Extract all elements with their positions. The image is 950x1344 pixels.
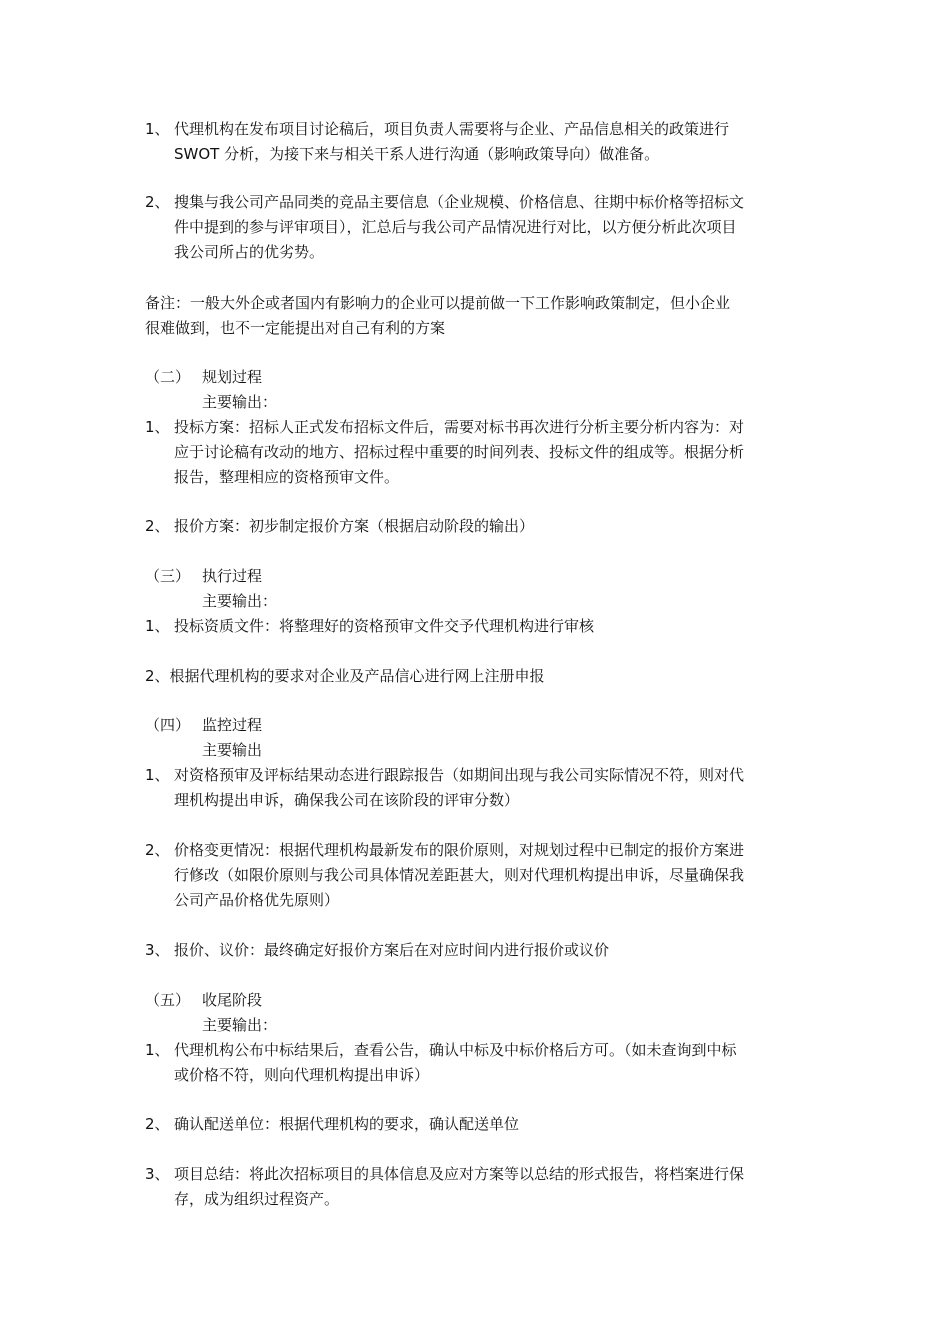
text-line: 我公司所占的优劣势。	[174, 243, 325, 261]
list-number: 2、	[145, 841, 170, 859]
text-line: 价格变更情况：根据代理机构最新发布的限价原则，对规划过程中已制定的报价方案进	[174, 841, 745, 859]
text-line: 确认配送单位：根据代理机构的要求，确认配送单位	[174, 1115, 520, 1133]
text-line: 投标资质文件：将整理好的资格预审文件交予代理机构进行审核	[174, 617, 595, 635]
text-line: 应于讨论稿有改动的地方、招标过程中重要的时间列表、投标文件的组成等。根据分析	[174, 443, 745, 461]
list-item	[145, 763, 810, 813]
intro-item-1	[145, 117, 810, 167]
text-line: 件中提到的参与评审项目），汇总后与我公司产品情况进行对比，以方便分析此次项目	[174, 218, 737, 236]
output-label: 主要输出：	[202, 393, 278, 411]
list-number: 1、	[145, 617, 170, 635]
text-line: 根据代理机构的要求对企业及产品信心进行网上注册申报	[169, 667, 545, 685]
text-line: 或价格不符，则向代理机构提出申诉）	[174, 1066, 430, 1084]
text-line: SWOT 分析，为接下来与相关干系人进行沟通（影响政策导向）做准备。	[174, 145, 660, 163]
text-line: 对资格预审及评标结果动态进行跟踪报告（如期间出现与我公司实际情况不符，则对代	[174, 766, 745, 784]
text-line: 存，成为组织过程资产。	[174, 1190, 340, 1208]
text-line: 公司产品价格优先原则）	[174, 891, 340, 909]
text-line: 代理机构公布中标结果后，查看公告，确认中标及中标价格后方可。（如未查询到中标	[174, 1041, 737, 1059]
output-label: 主要输出：	[202, 592, 278, 610]
section-number: （五）	[145, 991, 191, 1009]
section-number: （四）	[145, 716, 191, 734]
output-label: 主要输出：	[202, 1016, 278, 1034]
text-line: 行修改（如限价原则与我公司具体情况差距甚大，则对代理机构提出申诉，尽量确保我	[174, 866, 745, 884]
text-line: 备注：一般大外企或者国内有影响力的企业可以提前做一下工作影响政策制定，但小企业	[145, 294, 731, 312]
section-title: 监控过程	[202, 716, 263, 734]
note-paragraph	[145, 291, 810, 341]
list-item	[145, 614, 810, 639]
section-closing	[145, 988, 810, 1088]
list-number: 1、	[145, 418, 170, 436]
list-number: 1、	[145, 766, 170, 784]
section-planning	[145, 365, 810, 490]
list-item	[145, 664, 810, 689]
section-title: 收尾阶段	[202, 991, 263, 1009]
list-number: 2、	[145, 193, 170, 211]
text-line: 报价方案：初步制定报价方案（根据启动阶段的输出）	[174, 517, 535, 535]
list-number: 3、	[145, 1165, 170, 1183]
text-line: 项目总结：将此次招标项目的具体信息及应对方案等以总结的形式报告，将档案进行保	[174, 1165, 745, 1183]
list-item	[145, 938, 810, 963]
list-item	[145, 514, 810, 539]
text-line: 理机构提出申诉，确保我公司在该阶段的评审分数）	[174, 791, 520, 809]
list-item	[145, 1112, 810, 1137]
list-number: 3、	[145, 941, 170, 959]
list-number: 1、	[145, 120, 170, 138]
intro-item-2	[145, 190, 810, 265]
list-item	[145, 838, 810, 913]
list-item	[145, 1038, 810, 1088]
output-label: 主要输出	[202, 741, 263, 759]
text-line: 投标方案：招标人正式发布招标文件后，需要对标书再次进行分析主要分析内容为：对	[174, 418, 745, 436]
list-number: 2、	[145, 517, 170, 535]
list-item	[145, 415, 810, 490]
section-number: （三）	[145, 567, 191, 585]
list-number: 2、	[145, 1115, 170, 1133]
text-line: 代理机构在发布项目讨论稿后，项目负责人需要将与企业、产品信息相关的政策进行	[174, 120, 730, 138]
section-monitoring	[145, 713, 810, 813]
text-line: 报价、议价：最终确定好报价方案后在对应时间内进行报价或议价	[174, 941, 610, 959]
section-title: 执行过程	[202, 567, 263, 585]
text-line: 报告，整理相应的资格预审文件。	[174, 468, 400, 486]
text-line: 很难做到，也不一定能提出对自己有利的方案	[145, 319, 446, 337]
list-number: 2、	[145, 667, 170, 685]
section-title: 规划过程	[202, 368, 263, 386]
list-item	[145, 1162, 810, 1212]
section-execution	[145, 564, 810, 639]
text-line: 搜集与我公司产品同类的竞品主要信息（企业规模、价格信息、往期中标价格等招标文	[174, 193, 745, 211]
section-number: （二）	[145, 368, 191, 386]
list-number: 1、	[145, 1041, 170, 1059]
